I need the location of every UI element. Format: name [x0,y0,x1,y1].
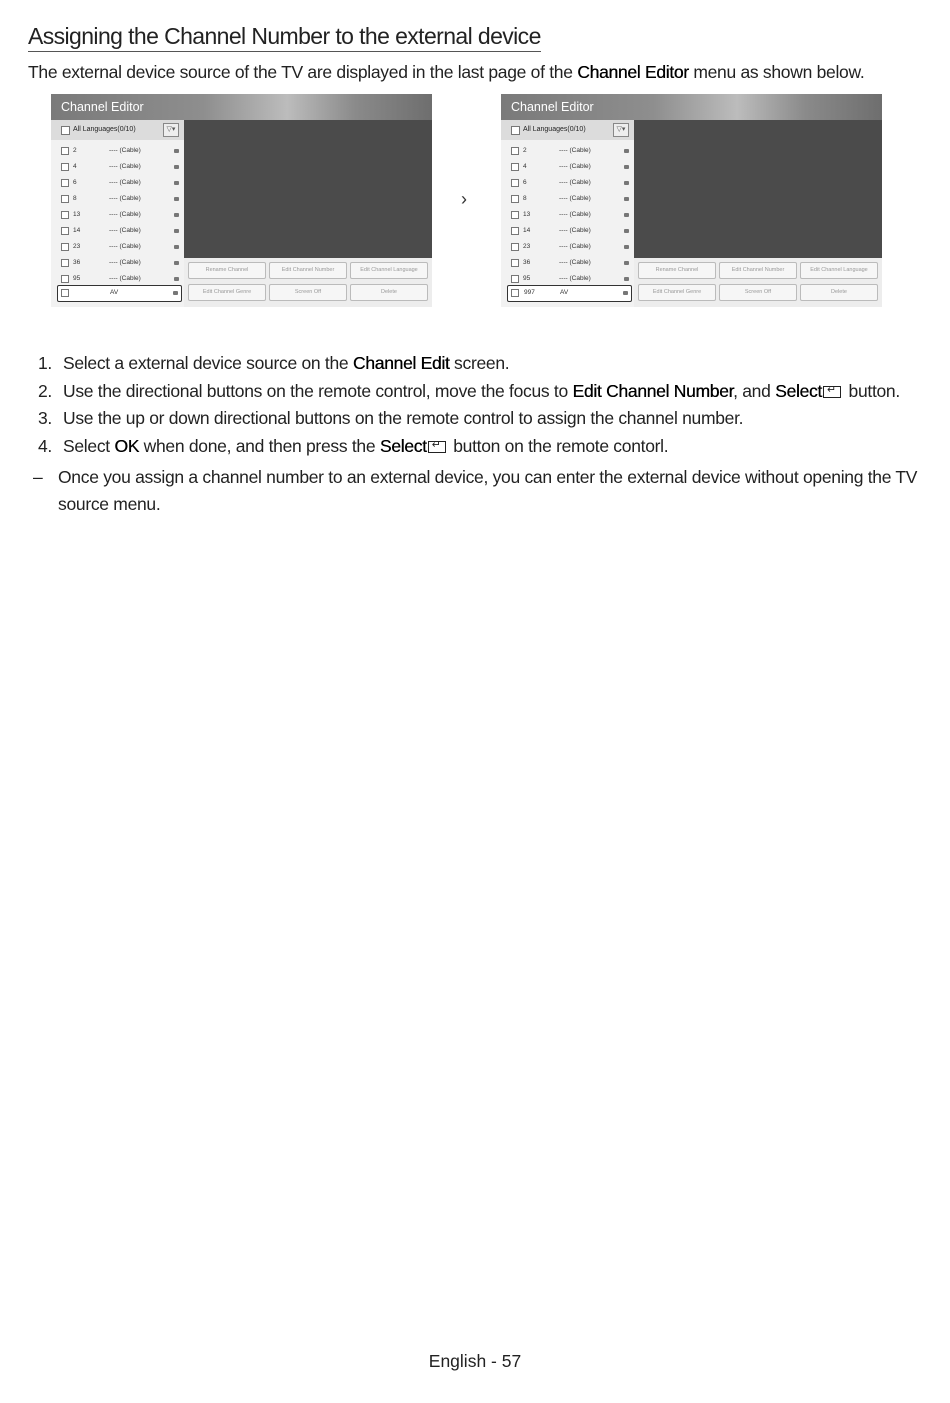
channel-row[interactable] [501,144,634,158]
filter-row [51,120,184,140]
checkbox-icon[interactable] [511,163,519,171]
checkbox-icon[interactable] [511,126,520,135]
action-button-panel [634,258,882,307]
step-text-part: Use the directional buttons on the remote control, move the focus to [63,380,573,401]
channel-name: ---- (Cable) [109,259,141,266]
step-text-part: Select a external device source on the [63,353,353,373]
channel-name: ---- (Cable) [109,227,141,234]
channel-name: ---- (Cable) [109,243,141,250]
page-title: Assigning the Channel Number to the external device [28,22,541,52]
next-arrow-icon: › [461,189,467,209]
step-bold-term: OK [114,435,140,456]
channel-row[interactable] [51,160,184,174]
intro-bold-term: Channel Editor [577,62,689,82]
channel-editor-header: Channel Editor [51,94,432,120]
filter-icon[interactable]: ▽▾ [163,123,179,137]
channel-row[interactable] [501,160,634,174]
channel-row[interactable] [51,256,184,270]
channel-row[interactable] [501,240,634,254]
channel-number: 6 [523,179,527,186]
channel-editor-screenshot [501,94,882,307]
channel-row-selected[interactable] [57,285,182,302]
channel-number: 36 [73,259,81,266]
channel-name: ---- (Cable) [559,179,591,186]
channel-number: 13 [523,211,531,218]
channel-number: 14 [73,227,81,234]
checkbox-icon[interactable] [511,243,519,251]
checkbox-icon[interactable] [61,289,69,297]
lock-icon [624,181,629,185]
channel-number: 23 [523,243,531,250]
channel-list [51,120,184,307]
channel-name: ---- (Cable) [109,163,141,170]
channel-row[interactable] [51,240,184,254]
checkbox-icon[interactable] [61,126,70,135]
step-number: 3. [38,408,52,428]
lock-icon [174,261,179,265]
edit-channel-language-button[interactable]: Edit Channel Language [800,262,878,279]
checkbox-icon[interactable] [61,227,69,235]
page-footer: English - 57 [428,1351,522,1371]
channel-number: 14 [523,227,531,234]
lock-icon [624,149,629,153]
filter-row [501,120,634,140]
checkbox-icon[interactable] [511,147,519,155]
channel-number: 6 [73,179,77,186]
filter-icon[interactable]: ▽▾ [613,123,629,137]
intro-text-end: menu as shown below. [688,62,865,82]
checkbox-icon[interactable] [61,211,69,219]
channel-name: AV [560,289,569,296]
channel-row[interactable] [51,144,184,158]
step-bold-term: Select [775,380,822,401]
step-number: 1. [38,353,52,373]
step-text-part: screen. [449,353,510,373]
lock-icon [624,213,629,217]
channel-row[interactable] [51,176,184,190]
channel-row-selected[interactable] [507,285,632,302]
action-button-panel [184,258,432,307]
channel-row[interactable] [501,272,634,286]
edit-channel-language-button[interactable]: Edit Channel Language [350,262,428,279]
checkbox-icon[interactable] [511,275,519,283]
rename-channel-button[interactable]: Rename Channel [188,262,266,279]
select-button-icon [428,441,446,453]
channel-row[interactable] [51,208,184,222]
channel-row[interactable] [501,224,634,238]
channel-name: AV [110,289,119,296]
note-text: Once you assign a channel number to an external device, you can enter the external device without opening the TV source menu. [58,467,918,514]
step-text-part: Use the up or down directional buttons on the remote control to assign the channel number. [63,408,744,428]
screen-off-button[interactable]: Screen Off [719,284,797,301]
step-text [63,407,743,429]
channel-list [501,120,634,307]
lock-icon [624,277,629,281]
channel-number: 2 [73,147,77,154]
lock-icon [174,149,179,153]
channel-number: 8 [523,195,527,202]
checkbox-icon[interactable] [61,179,69,187]
channel-number: 4 [73,163,77,170]
step-bold-term: Edit Channel Number [572,380,734,401]
edit-channel-genre-button[interactable]: Edit Channel Genre [638,284,716,301]
channel-name: ---- (Cable) [559,163,591,170]
channel-name: ---- (Cable) [109,179,141,186]
step-number: 2. [38,380,52,401]
channel-name: ---- (Cable) [109,275,141,282]
step-number: 4. [38,435,52,456]
step-bold-term: Channel Edit [352,353,450,373]
intro-paragraph [28,61,864,83]
intro-text: The external device source of the TV are displayed in the last page of the [28,62,578,82]
lock-icon [174,277,179,281]
edit-channel-number-button[interactable]: Edit Channel Number [269,262,347,279]
channel-number: 4 [523,163,527,170]
lock-icon [174,229,179,233]
channel-row[interactable] [501,176,634,190]
channel-name: ---- (Cable) [559,259,591,266]
checkbox-icon[interactable] [61,163,69,171]
lock-icon [174,197,179,201]
step-text [63,352,509,374]
channel-name: ---- (Cable) [109,147,141,154]
lock-icon [173,291,178,295]
checkbox-icon[interactable] [61,147,69,155]
channel-number: 95 [73,275,81,282]
channel-row[interactable] [501,256,634,270]
checkbox-icon[interactable] [61,259,69,267]
delete-button[interactable]: Delete [350,284,428,301]
channel-number: 2 [523,147,527,154]
checkbox-icon[interactable] [61,195,69,203]
checkbox-icon[interactable] [511,227,519,235]
step-text-part: , and [733,380,776,401]
lock-icon [624,261,629,265]
channel-row[interactable] [501,208,634,222]
channel-row[interactable] [51,272,184,286]
lock-icon [174,165,179,169]
channel-number: 36 [523,259,531,266]
channel-name: ---- (Cable) [559,211,591,218]
channel-name: ---- (Cable) [109,211,141,218]
lock-icon [174,245,179,249]
step-text-part: Select [63,435,115,456]
channel-number: 8 [73,195,77,202]
checkbox-icon[interactable] [511,211,519,219]
delete-button[interactable]: Delete [800,284,878,301]
select-button-icon [823,386,841,398]
channel-editor-screenshot [51,94,432,307]
lock-icon [624,245,629,249]
checkbox-icon[interactable] [511,259,519,267]
lock-icon [624,229,629,233]
checkbox-icon[interactable] [61,275,69,283]
lock-icon [174,213,179,217]
lock-icon [623,291,628,295]
channel-name: ---- (Cable) [559,227,591,234]
step-text [63,380,900,402]
channel-row[interactable] [51,224,184,238]
channel-number: 23 [73,243,81,250]
channel-row[interactable] [501,192,634,206]
filter-label: All Languages(0/10) [523,126,586,133]
lock-icon [624,197,629,201]
step-bold-term: Select [379,435,427,456]
step-text-part: when done, and then press the [139,435,380,456]
lock-icon [174,181,179,185]
step-text [63,435,668,457]
checkbox-icon[interactable] [511,289,519,297]
lock-icon [624,165,629,169]
channel-editor-header: Channel Editor [501,94,882,120]
channel-name: ---- (Cable) [559,275,591,282]
channel-number: 13 [73,211,81,218]
channel-name: ---- (Cable) [559,243,591,250]
edit-channel-number-button[interactable]: Edit Channel Number [719,262,797,279]
channel-name: ---- (Cable) [559,147,591,154]
checkbox-icon[interactable] [61,243,69,251]
rename-channel-button[interactable]: Rename Channel [638,262,716,279]
checkbox-icon[interactable] [511,179,519,187]
channel-row[interactable] [51,192,184,206]
note-dash: – [33,467,43,487]
step-text-part: button. [843,380,900,401]
screen-off-button[interactable]: Screen Off [269,284,347,301]
channel-number: 997 [524,289,535,296]
checkbox-icon[interactable] [511,195,519,203]
channel-name: ---- (Cable) [559,195,591,202]
edit-channel-genre-button[interactable]: Edit Channel Genre [188,284,266,301]
channel-name: ---- (Cable) [109,195,141,202]
channel-number: 95 [523,275,531,282]
step-text-part: button on the remote contorl. [448,435,669,456]
filter-label: All Languages(0/10) [73,126,136,133]
